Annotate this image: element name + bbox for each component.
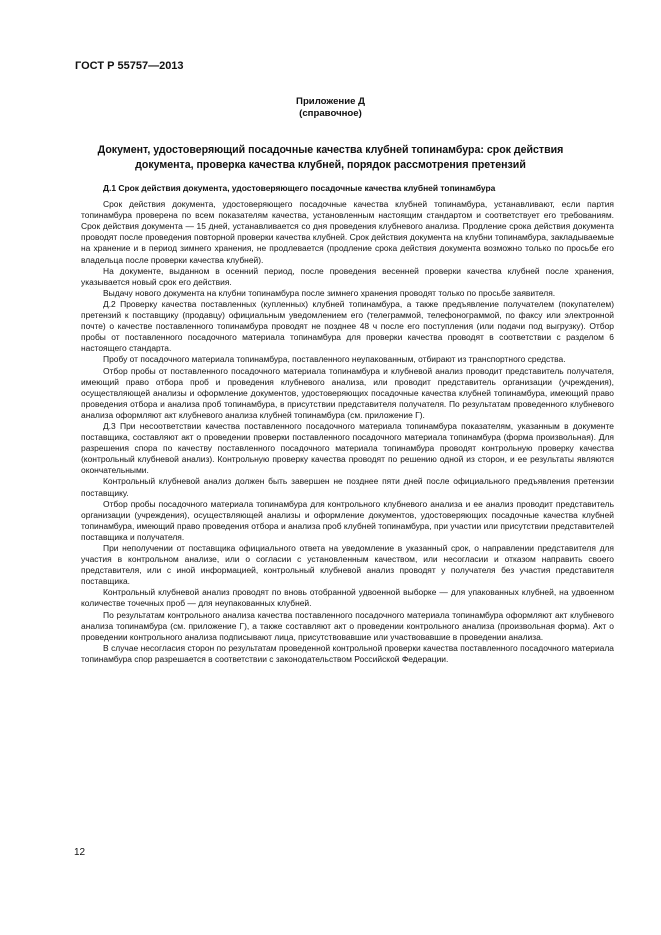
appendix-title: Приложение Д: [296, 96, 365, 107]
appendix-subtitle: (справочное): [299, 108, 362, 119]
paragraph: Д.3 При несоответствии качества поставленного посадочного материала топинамбура показателям, указанным в документе поставщика, составляют акт о проведении проверки поставленного посадочного материала топинамбура (форма произвольная). Для разрешения спора по качеству поставленного посадочного материала топинамбура проводят контрольную проверку качества (контрольный клубневой анализ). Контрольную проверку качества проводят по решению одной из сторон, и ее результаты являются окончательными.: [81, 420, 614, 476]
paragraph: Д.2 Проверку качества поставленных (купленных) клубней топинамбура, а также предъявление получателем (покупателем) претензий к поставщику (продавцу) официальным уведомлением его (телеграммой, телефонограммой, по факсу или электронной почте) о качестве поставленного топинамбура проводят не позднее 48 ч после его поступления (или подачи под выгрузку). Отбор пробы от поставленного посадочного материала топинамбура для проверки качества проводят в соответствии с разделом 6 настоящего стандарта.: [81, 298, 614, 354]
document-title: Документ, удостоверяющий посадочные качества клубней топинамбура: срок действия документа, проверка качества клубней, порядок рассмотрения претензий: [97, 144, 564, 171]
paragraph: Пробу от посадочного материала топинамбура, поставленного неупакованным, отбирают из транспортного средства.: [103, 354, 566, 365]
paragraph: Срок действия документа, удостоверяющего посадочные качества клубней топинамбура, устанавливают, если партия топинамбура проверена по всем показателям качества, установленным настоящим стандартом и соответствует его требованиям. Срок действия документа — 15 дней, устанавливается со дня проведения клубневого анализа. Продление срока действия документа проводят после проведения повторной проверки качества клубней. Срок действия документа на клубни топинамбура, закладываемые на хранение и в период зимнего хранения, не продлевается (продление срока действия документа возможно только по просьбе его владельца после проверки качества клубней).: [81, 199, 614, 265]
standard-code: ГОСТ Р 55757—2013: [75, 60, 184, 72]
paragraph: Контрольный клубневой анализ должен быть завершен не позднее пяти дней после официального предъявления претензии поставщику.: [81, 476, 614, 498]
body-text: [81, 183, 614, 665]
paragraph: По результатам контрольного анализа качества поставленного посадочного материала топинамбура оформляют акт клубневого анализа топинамбура (см. приложение Г), а также составляют акт о проведении контрольного анализа (произвольная форма). Акт о проведении контрольного анализа подписывают лица, присутствовавшие или участвовавшие в проведении анализа.: [81, 609, 614, 642]
paragraph: На документе, выданном в осенний период, после проведения весенней проверки качества клубней после хранения, указывается новый срок его действия.: [81, 265, 614, 287]
paragraph: При неполучении от поставщика официального ответа на уведомление в указанный срок, о направлении представителя для участия в контрольном анализе, или о согласии с установленным качеством, или несогласии и отказом направить своего представителя, или с иной информацией, контрольный клубневой анализ проводят у получателя без участия представителя поставщика.: [81, 543, 614, 587]
paragraph: В случае несогласия сторон по результатам проведенной контрольной проверки качества поставленного посадочного материала топинамбура спор разрешается в соответствии с законодательством Российской Федерации.: [81, 642, 614, 664]
paragraph: Выдачу нового документа на клубни топинамбура после зимнего хранения проводят только по просьбе заявителя.: [103, 287, 556, 298]
section-heading: Д.1 Срок действия документа, удостоверяющего посадочные качества клубней топинамбура: [103, 183, 496, 193]
paragraph: Отбор пробы от поставленного посадочного материала топинамбура и клубневой анализ проводит представитель получателя, имеющий право отбора проб и проведения клубневого анализа, или проводит представитель организации (учреждения), осуществляющей анализы и оформление документов, удостоверяющих посадочные качества клубней топинамбура, имеющий право проведения отбора и анализа проб топинамбура, в присутствии представителя получателя. По результатам проведенного клубневого анализа оформляют акт клубневого анализа клубней топинамбура (см. приложение Г).: [81, 365, 614, 420]
paragraph: Отбор пробы посадочного материала топинамбура для контрольного клубневого анализа и ее анализ проводит представитель организации (учреждения), осуществляющей анализы и оформление документов, удостоверяющих посадочные качества клубней топинамбура, имеющий право проведения отбора и анализа проб клубней топинамбура, при участии или присутствии представителей поставщика и получателя.: [81, 498, 614, 542]
page-number: 12: [74, 847, 86, 858]
paragraph: Контрольный клубневой анализ проводят по вновь отобранной удвоенной выборке — для упакованных клубней, на удвоенном количестве точечных проб — для неупакованных клубней.: [81, 587, 614, 609]
